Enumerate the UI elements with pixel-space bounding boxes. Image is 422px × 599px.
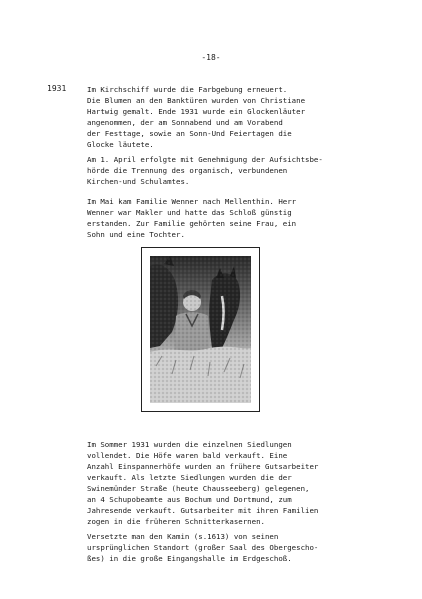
text-line: Am 1. April erfolgte mit Genehmigung der Aufsichtsbe- <box>87 155 323 164</box>
text-line: vollendet. Die Höfe waren bald verkauft. Eine <box>87 451 288 460</box>
text-line: hörde die Trennung des organisch, verbundenen <box>87 166 288 175</box>
text-line: Kirchen-und Schulamtes. <box>87 177 190 186</box>
page-number: -18- <box>201 53 221 62</box>
text-line: Im Sommer 1931 wurden die einzelnen Siedlungen <box>87 440 292 449</box>
paragraph-april-separation <box>87 154 387 187</box>
photo-frame <box>141 247 260 412</box>
text-line: Jahresende verkauft. Gutsarbeiter mit ihren Familien <box>87 506 319 515</box>
text-line: der Festtage, sowie an Sonn-Und Feiertagen die <box>87 129 292 138</box>
photograph-man-with-horses <box>150 256 251 403</box>
text-line: Die Blumen an den Banktüren wurden von Christiane <box>87 96 306 105</box>
text-line: angenommen, der am Sonnabend und am Vorabend <box>87 118 283 127</box>
text-line: Anzahl Einspannerhöfe wurden an frühere Gutsarbeiter <box>87 462 319 471</box>
text-line: erstanden. Zur Familie gehörten seine Frau, ein <box>87 219 297 228</box>
photograph-image <box>150 256 251 403</box>
text-line: zogen in die früheren Schnitterkasernen. <box>87 517 265 526</box>
text-line: ursprünglichen Standort (großer Saal des Obergescho- <box>87 543 319 552</box>
text-line: Versetzte man den Kamin (s.1613) von seinen <box>87 532 279 541</box>
paragraph-church-painting <box>87 84 387 150</box>
text-line: Swinemünder Straße (heute Chausseeberg) gelegenen, <box>87 484 310 493</box>
year-label: 1931 <box>47 84 67 93</box>
text-line: Im Kirchschiff wurde die Farbgebung erneuert. <box>87 85 288 94</box>
text-line: ßes) in die große Eingangshalle im Erdgeschoß. <box>87 554 292 563</box>
text-line: Im Mai kam Familie Wenner nach Mellenthin. Herr <box>87 197 297 206</box>
text-line: an 4 Schupobeamte aus Bochum und Dortmund, zum <box>87 495 292 504</box>
text-line: Hartwig gemalt. Ende 1931 wurde ein Glockenläuter <box>87 107 306 116</box>
paragraph-fireplace <box>87 531 387 564</box>
text-line: verkauft. Als letzte Siedlungen wurden die der <box>87 473 292 482</box>
text-line: Glocke läutete. <box>87 140 154 149</box>
paragraph-family-wenner <box>87 196 387 240</box>
paragraph-settlements <box>87 439 387 527</box>
text-line: Sohn und eine Tochter. <box>87 230 185 239</box>
text-line: Wenner war Makler und hatte das Schloß günstig <box>87 208 292 217</box>
